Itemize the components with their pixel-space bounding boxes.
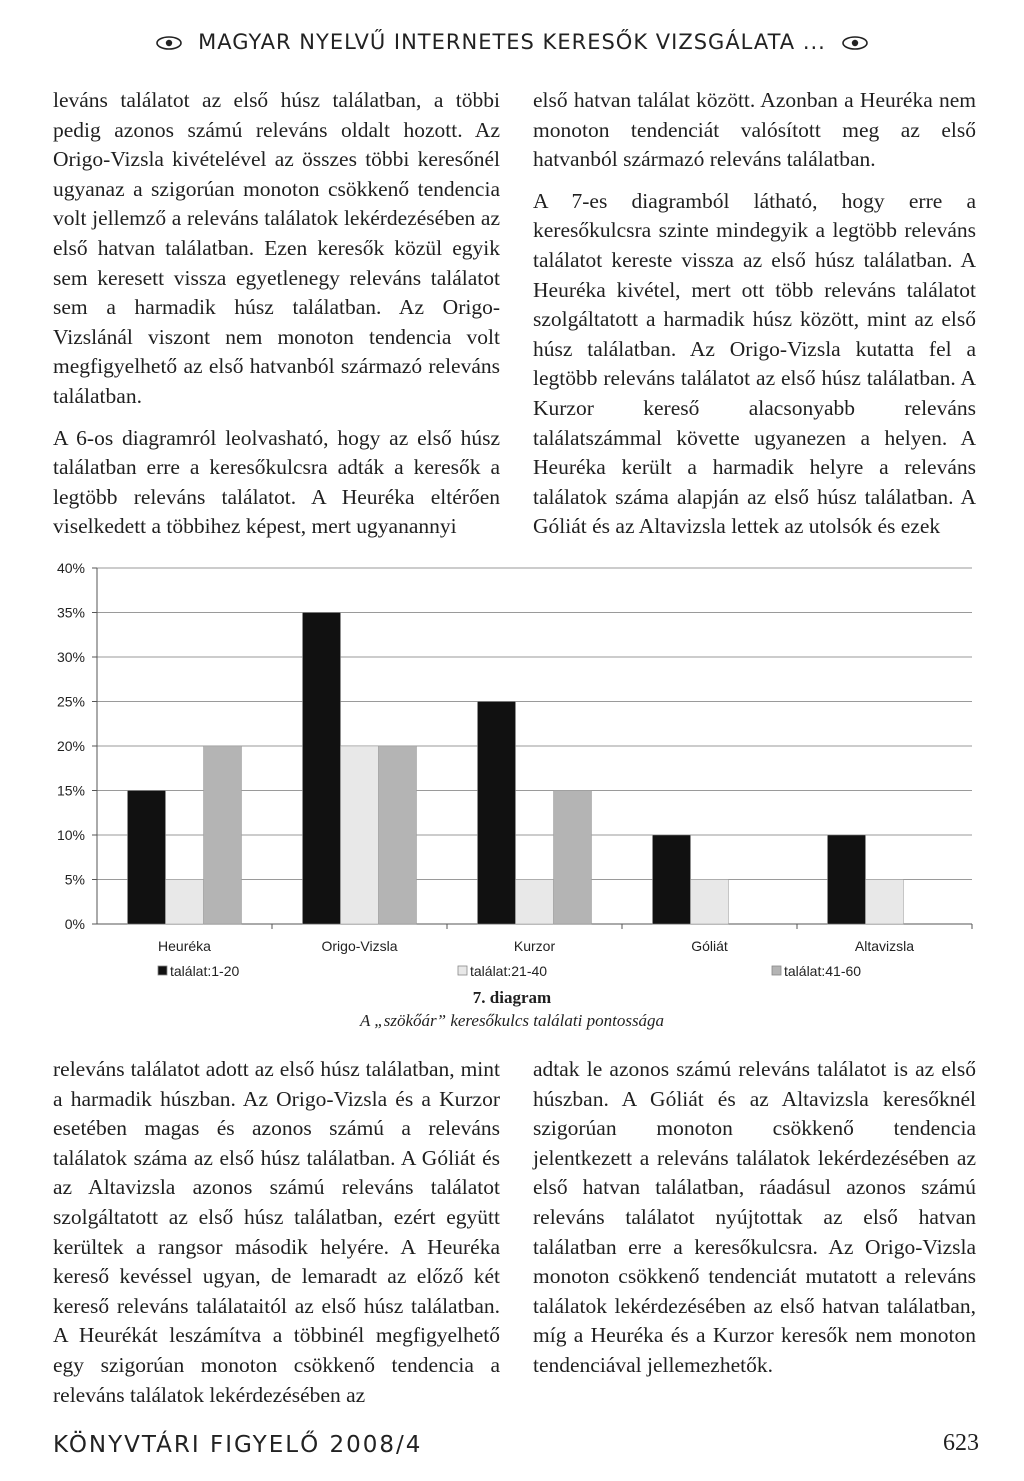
bar-találat:1-20 (303, 613, 341, 925)
legend-swatch (772, 966, 781, 975)
eye-ornament-icon (842, 36, 868, 50)
paragraph: A 7-es diagramból látható, hogy erre a keresőkulcsra szinte mindegyik a legtöbb releváns találatot kereste vissza az első húsz találatban. A Heuréka kivétel, mert ott több releváns találatot szolgáltatott a harmadik húsz között, mint az első húsz találatban. Az Origo-Vizsla kutatta fel a legtöbb releváns találatot az első húsz találatban. A Kurzor kereső alacsonyabb releváns találatszámmal követte ugyanezen a helyen. A Heuréka került a harmadik helyre a releváns találatok száma alapján az első húsz találatban. A Góliát és az Altavizsla lettek az utolsók és ezek (533, 188, 976, 539)
bar-találat:1-20 (128, 791, 166, 925)
bar-találat:21-40 (516, 880, 554, 925)
y-tick-label: 35% (56, 604, 85, 621)
bar-találat:21-40 (866, 880, 904, 925)
bar-találat:41-60 (379, 746, 417, 924)
legend-label: találat:21-40 (470, 963, 548, 979)
bar-találat:1-20 (828, 835, 866, 924)
bar-találat:1-20 (653, 835, 691, 924)
y-tick-label: 40% (56, 560, 85, 576)
bar-találat:21-40 (691, 880, 729, 925)
bar-találat:21-40 (166, 880, 204, 925)
legend-swatch (158, 966, 167, 975)
y-tick-label: 30% (56, 649, 85, 665)
paragraph: leváns találatot az első húsz találatban, a többi pedig azonos számú releváns oldalt hozott. Az Origo-Vizsla kivételével az összes többi keresőnél ugyanaz a szigorúan monoton csökkenő tendencia volt jellemző a releváns találatok lekérdezésében az első hatvan találatban. Ezen keresők közül egyik sem keresett vissza egyetlenegy releváns találatot sem a harmadik húsz találatban. Az Origo-Vizslánál viszont nem monoton tendencia volt megfigyelhető az első hatvanból származó releváns találatban. (53, 88, 500, 408)
journal-name: KÖNYVTÁRI FIGYELŐ 2008/4 (53, 1432, 423, 1458)
x-tick-label: Góliát (691, 938, 728, 954)
x-tick-label: Kurzor (513, 938, 556, 954)
legend-label: találat:1-20 (170, 963, 240, 979)
paragraph: A 6-os diagramról leolvasható, hogy az első húsz találatban erre a keresőkulcsra adták a keresők a legtöbb releváns találatot. A Heuréka eltérően viselkedett a többihez képest, mert ugyanannyi (53, 425, 500, 539)
y-tick-label: 15% (56, 782, 85, 799)
running-header (0, 30, 1024, 54)
y-tick-label: 25% (56, 693, 85, 710)
legend-label: találat:41-60 (784, 963, 862, 979)
paragraph: adtak le azonos számú releváns találatot is az első húszban. A Góliát és az Altavizsla keresőknél szigorúan monoton csökkenő tendencia jelentkezett a releváns találatok lekérdezésében az első hatvan találatban, ráadásul azonos számú releváns találatot nyújtottak az első hatvan találatban erre a keresőkulcsra. Az Origo-Vizsla monoton csökkenő tendenciát mutatott a releváns találatok lekérdezésében az első hatvan találatban, míg a Heuréka és a Kurzor keresők nem monoton tendenciával jellemezhetők. (533, 1057, 976, 1377)
bar-találat:41-60 (554, 791, 592, 925)
page-number: 623 (943, 1430, 979, 1456)
eye-ornament-icon (156, 36, 182, 50)
x-tick-label: Altavizsla (854, 938, 915, 954)
text-column-top-right (533, 86, 976, 554)
figure-caption-title: 7. diagram (472, 988, 552, 1007)
bar-találat:1-20 (478, 702, 516, 925)
y-tick-label: 20% (56, 738, 85, 754)
x-tick-label: Origo-Vizsla (321, 938, 398, 954)
paragraph: releváns találatot adott az első húsz találatban, mint a harmadik húszban. Az Origo-Vizsla és a Kurzor esetében magas és azonos számú a releváns találatok száma az első húsz találatban. A Góliát és az Altavizsla azonos számú releváns találatot szolgáltatott az első húsz találatban, ezért együtt kerültek a rangsor második helyére. A Heuréka kereső kevéssel ugyan, de lemaradt az előző két kereső releváns találataitól az első húsz találatban. A Heurékát leszámítva a többinél megfigyelhető egy szigorúan monoton csökkenő tendencia a releváns találatok lekérdezésében az (53, 1057, 500, 1407)
bar-találat:21-40 (341, 746, 379, 924)
y-tick-label: 5% (64, 871, 85, 888)
text-column-bottom-right (533, 1055, 976, 1393)
header-title: MAGYAR NYELVŰ INTERNETES KERESŐK VIZSGÁLATA ... (198, 30, 826, 54)
bar-chart (0, 545, 1024, 985)
text-column-bottom-left (53, 1055, 500, 1422)
y-tick-label: 10% (56, 827, 85, 843)
bar-találat:41-60 (204, 746, 242, 924)
y-tick-label: 0% (64, 916, 85, 932)
text-column-top-left (53, 86, 500, 554)
legend-swatch (458, 966, 467, 975)
x-tick-label: Heuréka (158, 938, 211, 954)
figure-caption-subtitle: A „szökőár” keresőkulcs találati pontossága (359, 1011, 665, 1030)
paragraph: első hatvan találat között. Azonban a Heuréka nem monoton tendenciát valósított meg az első hatvanból származó releváns találatban. (533, 88, 976, 172)
